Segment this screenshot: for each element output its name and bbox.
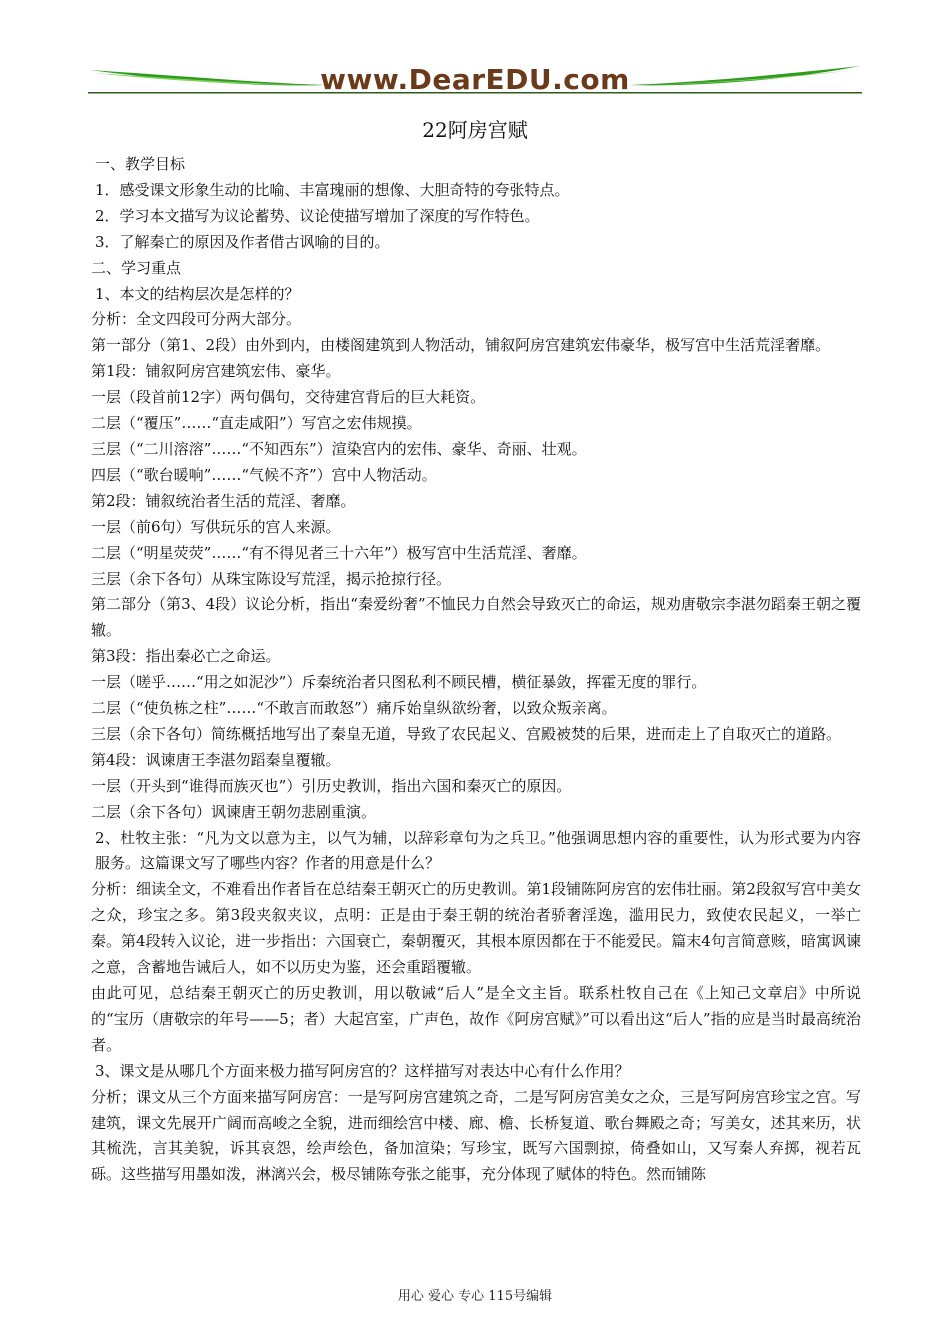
paragraph: 分析：全文四段可分两大部分。 bbox=[91, 310, 302, 329]
paragraph: 第1段：铺叙阿房宫建筑宏伟、豪华。 bbox=[91, 362, 341, 381]
paragraph: 分析；课文从三个方面来描写阿房宫：一是写阿房宫建筑之奇，二是写阿房宫美女之众，三是写阿房宫珍宝之宫。写建筑，课文先展开广阔而高峻之全貌，进而细绘宫中楼、廊、檐、长桥复道、歌台舞殿之奇；写美女，述其来历，状其梳洗，言其美貌，诉其哀怨，绘声绘色，备加渲染；写珍宝，既写六国剽掠，倚叠如山，又写秦人弃掷，视若瓦砾。这些描写用墨如泼，淋漓兴会，极尽铺陈夸张之能事，充分体现了赋体的特色。然而铺陈 bbox=[91, 1087, 861, 1184]
section-heading-focus: 二、学习重点 bbox=[91, 258, 182, 277]
question-heading: 1、本文的结构层次是怎样的？ bbox=[95, 284, 300, 303]
paragraph: 四层（“歌台暖响”……“气候不齐”）宫中人物活动。 bbox=[91, 465, 437, 484]
section-heading-objectives: 一、教学目标 bbox=[95, 155, 186, 173]
paragraph: 二层（“明星荧荧”……“有不得见者三十六年”）极写宫中生活荒淫、奢靡。 bbox=[91, 543, 587, 562]
site-logo-text: www.DearEDU.com bbox=[320, 63, 630, 96]
paragraph: 由此可见，总结秦王朝灭亡的历史教训，用以敬诫“后人”是全文主旨。联系杜牧自己在《上知己文章启》中所说的“宝历（唐敬宗的年号——5；者）大起宫室，广声色，故作《阿房宫赋》”可以看出这“后人”指的应是当时最高统治者。 bbox=[91, 984, 861, 1054]
paragraph: 二层（“覆压”……“直走咸阳”）写宫之宏伟规摸。 bbox=[91, 414, 422, 433]
site-header-banner bbox=[88, 60, 862, 100]
paragraph: 第2段：铺叙统治者生活的荒淫、奢靡。 bbox=[91, 491, 356, 510]
objective-item: 3．了解秦亡的原因及作者借古讽喻的目的。 bbox=[95, 232, 390, 251]
paragraph: 一层（前6句）写供玩乐的宫人来源。 bbox=[91, 517, 341, 536]
page-footer: 用心 爱心 专心 115号编辑 bbox=[397, 1289, 553, 1304]
paragraph: 第二部分（第3、4段）议论分析，指出“秦爱纷奢”不恤民力自然会导致灭亡的命运，规劝唐敬宗李湛勿蹈秦王朝之覆辙。 bbox=[91, 595, 861, 640]
paragraph: 三层（余下各句）简练概括地写出了秦皇无道，导致了农民起义、宫殿被焚的后果，进而走上了自取灭亡的道路。 bbox=[91, 724, 842, 743]
paragraph: 一层（开头到“谁得而族灭也”）引历史教训，指出六国和秦灭亡的原因。 bbox=[91, 776, 572, 795]
document-title: 22阿房宫赋 bbox=[422, 118, 528, 142]
objective-item: 1．感受课文形象生动的比喻、丰富瑰丽的想像、大胆奇特的夸张特点。 bbox=[95, 180, 570, 199]
question-heading: 2、杜牧主张：“凡为文以意为主，以气为辅，以辞彩章句为之兵卫。”他强调思想内容的重要性，认为形式要为内容服务。这篇课文写了哪些内容？作者的用意是什么？ bbox=[95, 828, 861, 873]
objective-item: 2．学习本文描写为议论蓄势、议论使描写增加了深度的写作特色。 bbox=[95, 206, 540, 225]
paragraph: 三层（“二川溶溶”……“不知西东”）渲染宫内的宏伟、豪华、奇丽、壮观。 bbox=[91, 439, 587, 458]
paragraph: 三层（余下各句）从珠宝陈设写荒淫，揭示抢掠行径。 bbox=[91, 569, 452, 588]
paragraph: 第3段：指出秦必亡之命运。 bbox=[91, 647, 281, 666]
paragraph: 分析：细读全文，不难看出作者旨在总结秦王朝灭亡的历史教训。第1段铺陈阿房宫的宏伟壮丽。第2段叙写宫中美女之众，珍宝之多。第3段夹叙夹议，点明：正是由于秦王朝的统治者骄奢淫逸，滥用民力，致使农民起义，一举亡秦。第4段转入议论，进一步指出：六国衰亡，秦朝覆灭，其根本原因都在于不能爱民。篇末4句言简意赅，暗寓讽谏之意，含蓄地告诫后人，如不以历史为鉴，还会重蹈覆辙。 bbox=[91, 880, 861, 977]
paragraph: 第4段：讽谏唐王李湛勿蹈秦皇覆辙。 bbox=[91, 750, 341, 769]
paragraph: 一层（段首前12字）两句偶句，交待建宫背后的巨大耗资。 bbox=[91, 388, 486, 407]
question-heading: 3、课文是从哪几个方面来极力描写阿房宫的？这样描写对表达中心有什么作用？ bbox=[95, 1061, 630, 1080]
paragraph: 一层（嗟乎……“用之如泥沙”）斥秦统治者只图私利不顾民槽，横征暴敛，挥霍无度的罪行。 bbox=[91, 673, 707, 692]
document-body bbox=[91, 152, 861, 1188]
paragraph: 二层（“使负栋之柱”……“不敢言而敢怒”）痛斥始皇纵欲纷奢，以致众叛亲离。 bbox=[91, 699, 617, 718]
paragraph: 二层（余下各句）讽谏唐王朝勿悲剧重演。 bbox=[91, 802, 377, 821]
paragraph: 第一部分（第1、2段）由外到内，由楼阁建筑到人物活动，铺叙阿房宫建筑宏伟豪华，极写宫中生活荒淫奢靡。 bbox=[91, 336, 831, 355]
